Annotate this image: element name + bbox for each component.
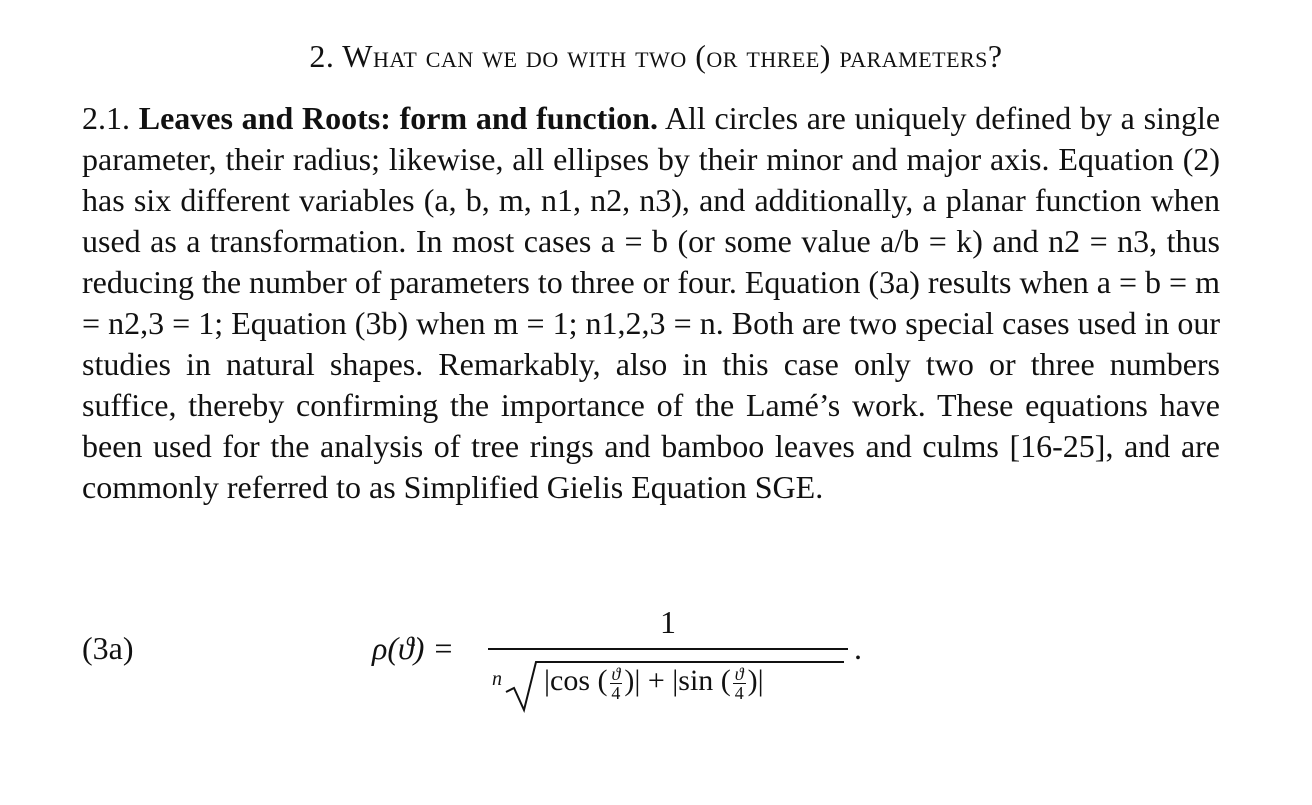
radicand-end: )| [747,664,764,697]
subsection-title: Leaves and Roots: form and function. [138,100,658,136]
subsection-body: All circles are uniquely defined by a single parameter, their radius; likewise, all ellipses by their minor and major axis. Equation (2) has six different variables (a, b, m, n1, n2, n3), and additionally, a planar function when used as a transformation. In most cases a = b (or some value a/b = k) and n2 = n3, thus reducing the number of parameters to three or four. Equation (3a) results when a = b = m = n2,3 = 1; Equation (3b) when m = 1; n1,2,3 = n. Both are two special cases used in our studies in natural shapes. Remarkably, also in this case only two or three numbers suffice, thereby confirming the importance of the Lamé’s work. These equations have been used for the analysis of tree rings and bamboo leaves and culms [16-25], and are commonly referred to as Simplified Gielis Equation SGE. [82,100,1221,505]
small-frac-bot: 4 [611,682,621,703]
fraction-denominator [488,658,848,714]
equation-3a [82,604,1220,714]
subsection-number: 2.1. [82,100,130,136]
equation-fraction [488,604,848,714]
radicand [544,664,764,702]
small-fraction-sin [733,665,746,702]
small-frac-bot: 4 [734,682,744,703]
fraction-numerator: 1 [660,604,676,640]
equation-label: (3a) [82,630,134,666]
equation-lhs: ρ(ϑ) = [372,630,454,666]
subsection-paragraph [82,98,1220,508]
equation-period: . [854,630,862,666]
small-frac-top: ϑ [734,663,744,684]
section-heading: 2. What can we do with two (or three) parameters? [309,38,1003,74]
small-frac-top: ϑ [611,663,621,684]
radicand-cos: |cos ( [544,664,608,697]
small-fraction-cos [610,665,623,702]
radicand-plus: )| + |sin ( [624,664,731,697]
fraction-bar [488,648,848,650]
root-index: n [492,668,502,690]
